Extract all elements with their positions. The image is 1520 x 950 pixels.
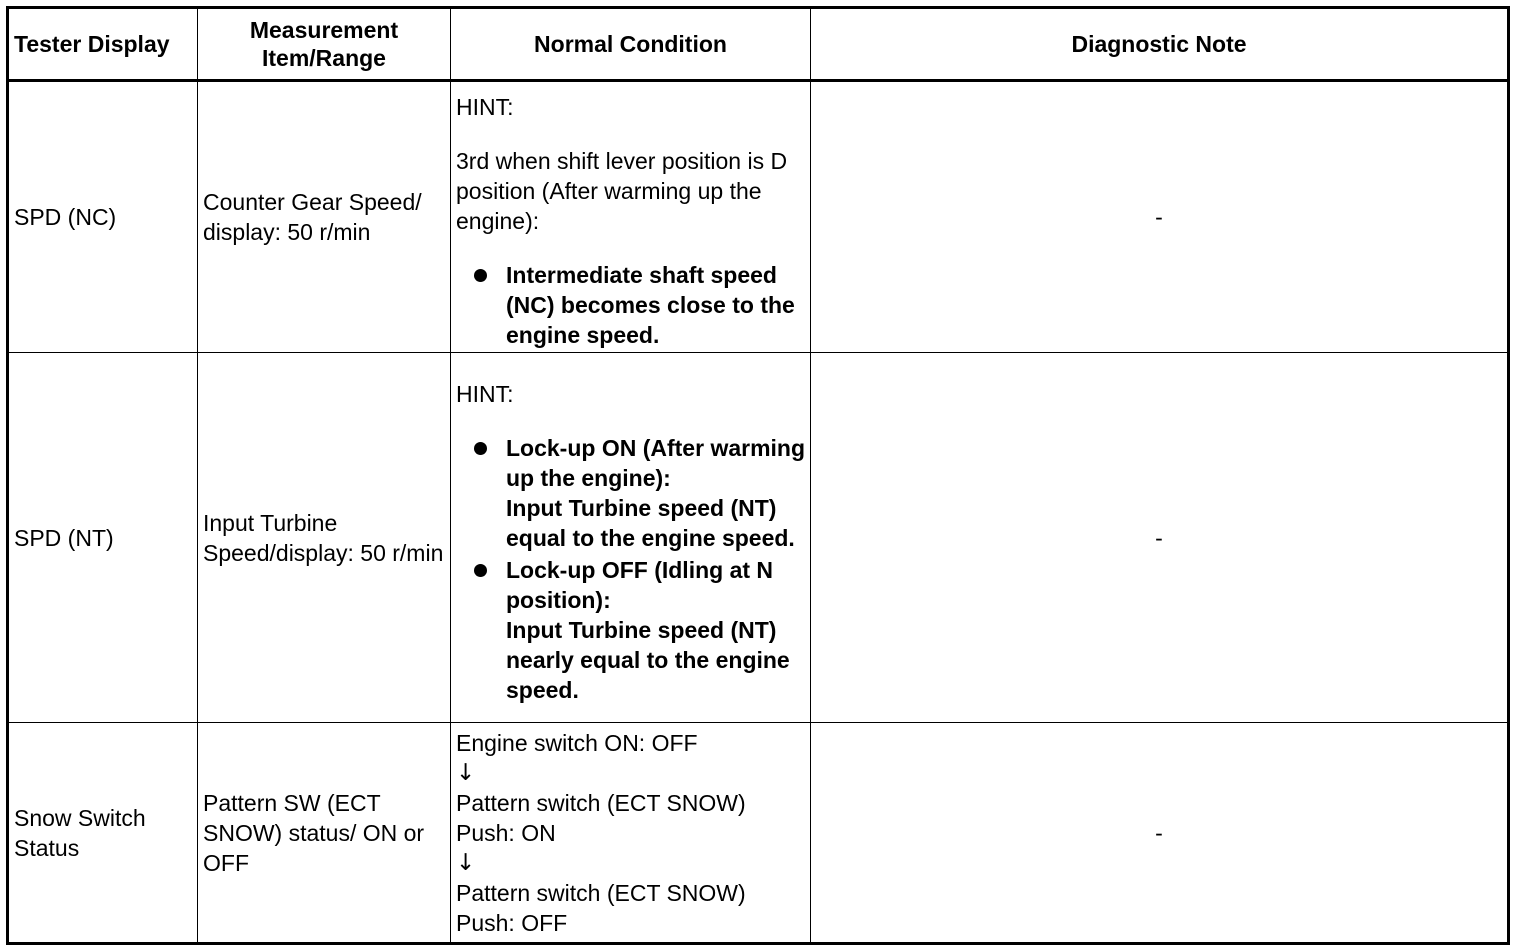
hint-label: HINT: — [456, 94, 514, 120]
condition-paragraph: 3rd when shift lever position is D position (After warming up the engine): — [456, 148, 788, 234]
list-item: Lock-up ON (After warming up the engine): Input Turbine speed (NT) equal to the engine speed. — [506, 433, 805, 553]
diagnostic-cell: - — [811, 353, 1509, 723]
header-measurement: Measurement Item/Range — [198, 8, 451, 81]
measurement-cell: Pattern SW (ECT SNOW) status/ ON or OFF — [198, 723, 451, 944]
header-tester-display: Tester Display — [8, 8, 198, 81]
normal-condition-cell — [451, 353, 811, 723]
table-row — [8, 353, 1509, 723]
table-row — [8, 81, 1509, 353]
bullet-icon — [474, 442, 487, 455]
down-arrow-icon: ↓ — [456, 759, 476, 786]
diagnostic-cell: - — [811, 723, 1509, 944]
measurement-cell: Counter Gear Speed/ display: 50 r/min — [198, 81, 451, 353]
diagnostic-cell: - — [811, 81, 1509, 353]
list-item: Intermediate shaft speed (NC) becomes close to the engine speed. — [506, 260, 805, 350]
normal-condition-cell — [451, 81, 811, 353]
table-row — [8, 723, 1509, 944]
tester-cell: Snow Switch Status — [8, 723, 198, 944]
tester-cell: SPD (NT) — [8, 353, 198, 723]
bullet-icon — [474, 564, 487, 577]
measurement-cell: Input Turbine Speed/display: 50 r/min — [198, 353, 451, 723]
normal-condition-cell: Engine switch ON: OFF ↓ Pattern switch (ECT SNOW) Push: ON ↓ Pattern switch (ECT SNOW) Push: OFF — [451, 723, 811, 944]
header-diagnostic-note: Diagnostic Note — [811, 8, 1509, 81]
list-item: Lock-up OFF (Idling at N position): Input Turbine speed (NT) nearly equal to the engine speed. — [506, 555, 805, 705]
bullet-list — [456, 260, 805, 350]
spec-table — [6, 6, 1510, 945]
bullet-icon — [474, 269, 487, 282]
down-arrow-icon: ↓ — [456, 849, 476, 876]
header-row — [8, 8, 1509, 81]
header-normal-condition: Normal Condition — [451, 8, 811, 81]
bullet-list — [456, 433, 805, 705]
tester-cell: SPD (NC) — [8, 81, 198, 353]
hint-label: HINT: — [456, 380, 514, 407]
